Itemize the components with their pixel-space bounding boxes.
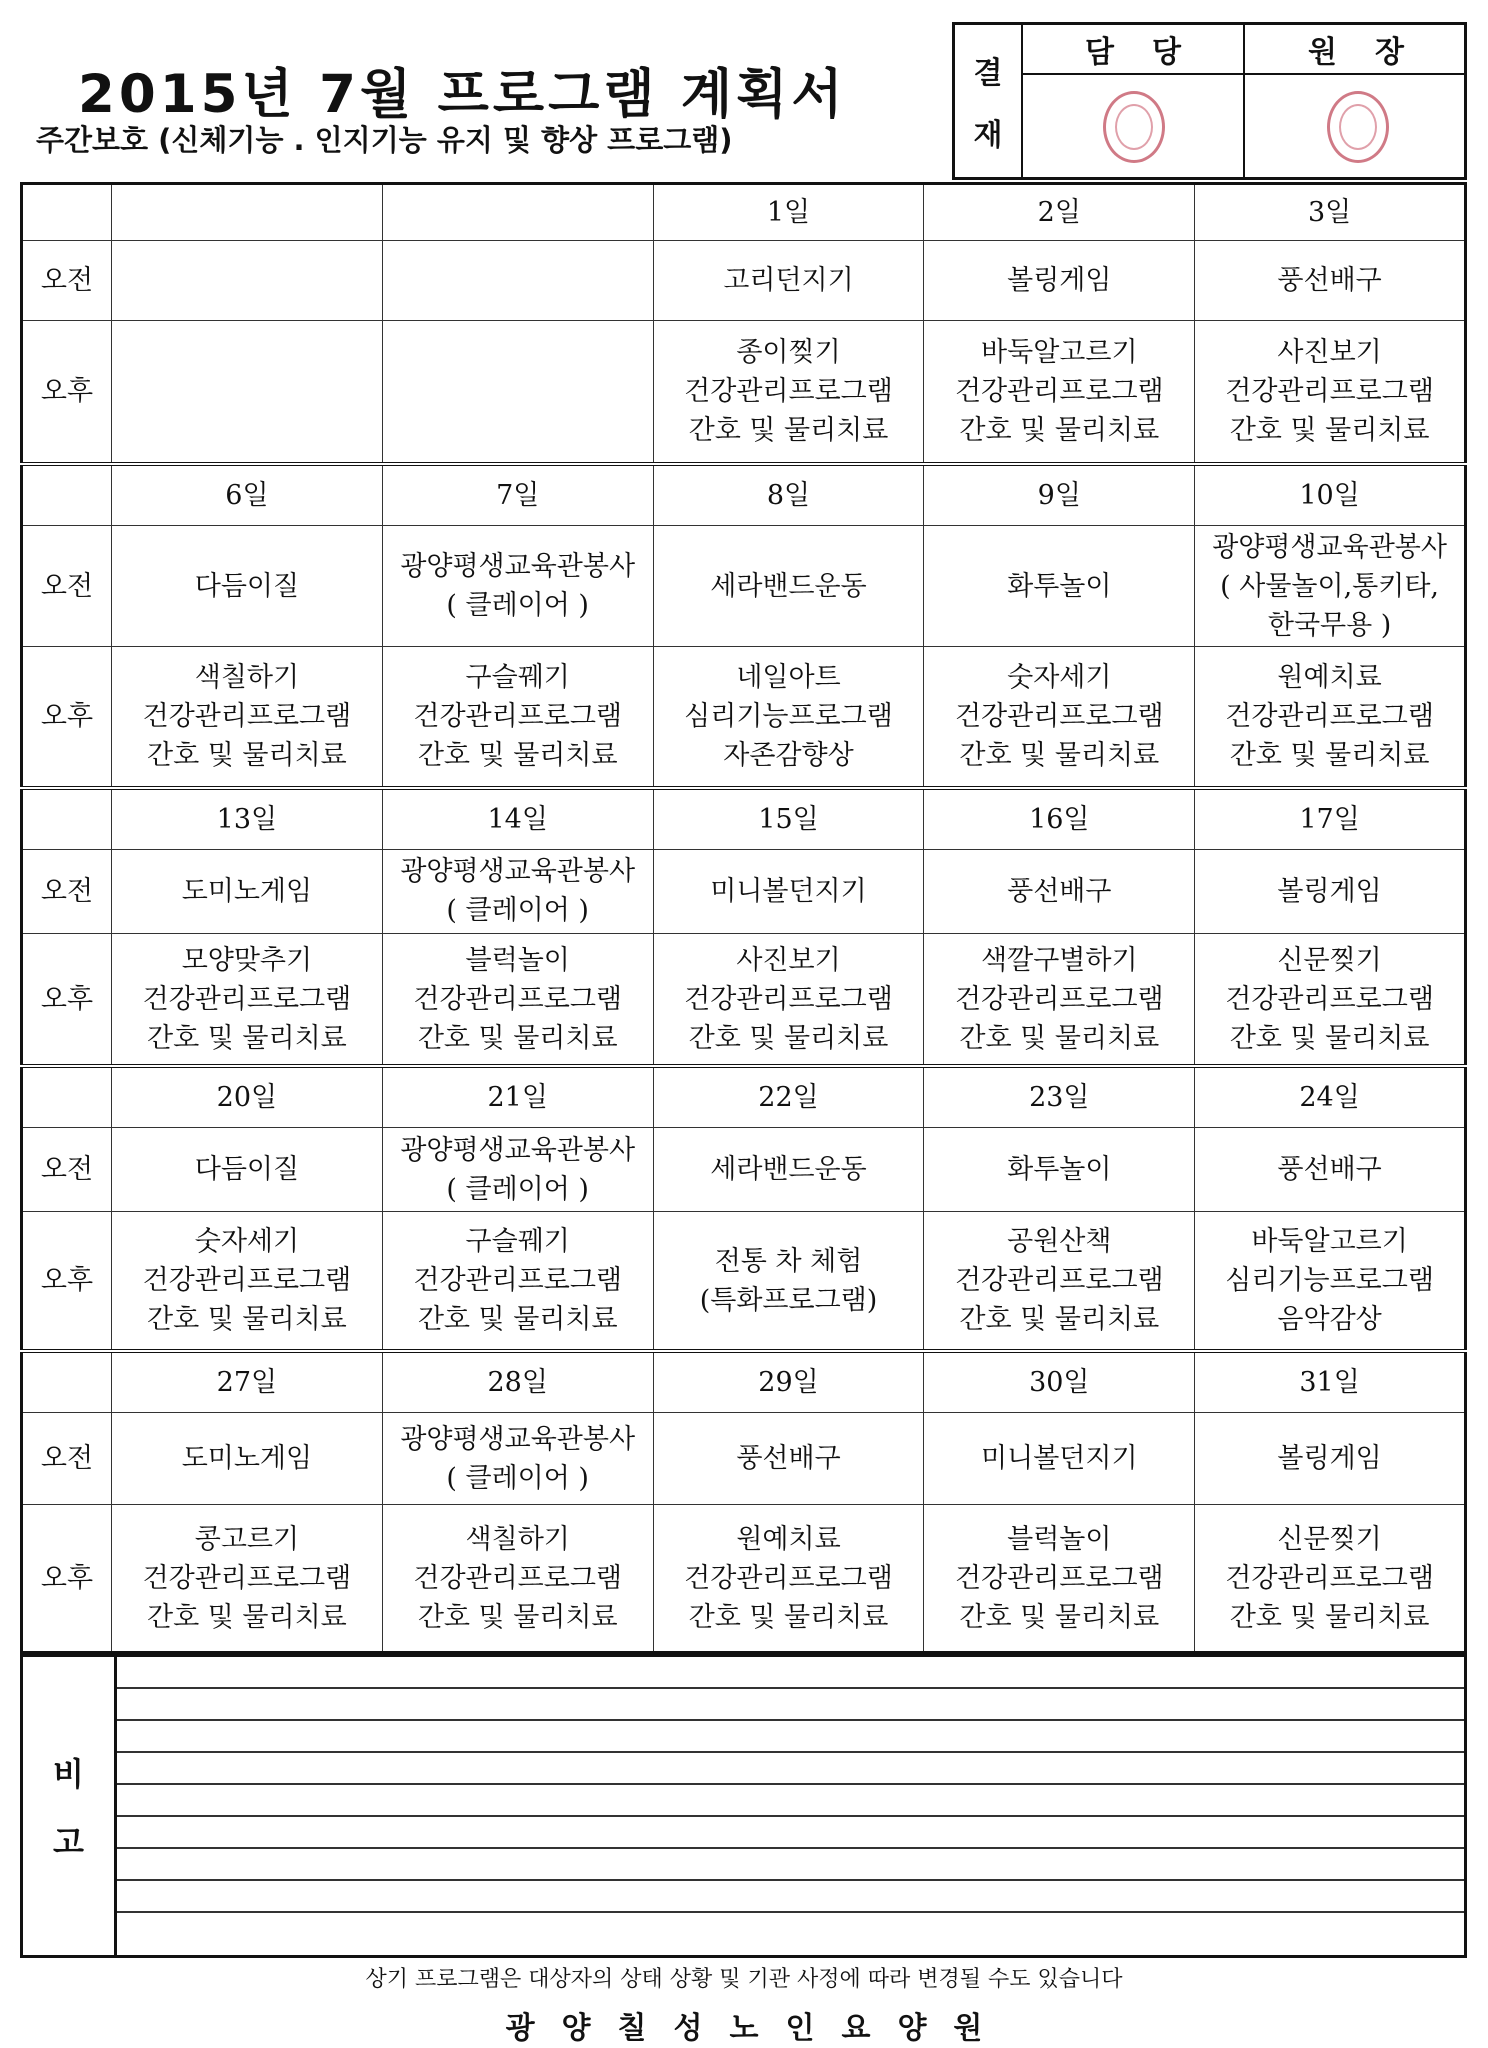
date-cell: 29일: [653, 1351, 924, 1412]
program-cell: [653, 1505, 924, 1653]
program-line: 간호 및 물리치료: [959, 1601, 1160, 1633]
date-cell: 10일: [1195, 464, 1466, 525]
date-cell: [112, 184, 383, 241]
program-cell: [924, 849, 1195, 933]
program-line: 볼링게임: [1007, 265, 1112, 297]
remarks-label-top: 비: [53, 1755, 84, 1793]
program-line: 네일아트: [736, 661, 841, 693]
program-line: 블럭놀이: [465, 944, 570, 976]
program-cell: [382, 646, 653, 787]
date-cell: 24일: [1195, 1066, 1466, 1127]
program-line: ( 클레이어 ): [446, 1173, 589, 1205]
program-line: 풍선배구: [1277, 1154, 1382, 1186]
program-cell: [112, 321, 383, 464]
program-line: 사진보기: [1277, 337, 1382, 369]
program-line: 미니볼던지기: [981, 1443, 1138, 1475]
program-line: 간호 및 물리치료: [417, 1304, 618, 1336]
program-line: 건강관리프로그램: [1225, 700, 1434, 732]
program-line: ( 클레이어 ): [446, 1462, 589, 1494]
program-cell: [1195, 1505, 1466, 1653]
program-cell: [382, 1413, 653, 1505]
morning-label: 오전: [22, 526, 112, 647]
program-cell: [112, 646, 383, 787]
program-line: ( 사물놀이,통키타,: [1220, 570, 1440, 602]
program-line: 간호 및 물리치료: [688, 1601, 889, 1633]
date-cell: 22일: [653, 1066, 924, 1127]
date-cell: 20일: [112, 1066, 383, 1127]
program-cell: [653, 321, 924, 464]
program-line: 화투놀이: [1007, 570, 1112, 602]
program-line: 건강관리프로그램: [142, 1562, 352, 1594]
program-line: 건강관리프로그램: [413, 1265, 623, 1297]
remarks-line: [117, 1911, 1464, 1913]
program-line: 간호 및 물리치료: [1229, 415, 1430, 447]
date-row: [22, 464, 1466, 525]
program-line: 고리던지기: [723, 265, 854, 297]
program-cell: [1195, 241, 1466, 321]
program-line: 간호 및 물리치료: [417, 1022, 618, 1054]
program-line: 건강관리프로그램: [954, 1265, 1164, 1297]
approval-side-bottom: 재: [973, 118, 1003, 153]
program-line: 블럭놀이: [1007, 1523, 1112, 1555]
program-cell: [1195, 849, 1466, 933]
date-row: [22, 1351, 1466, 1412]
program-line: 간호 및 물리치료: [147, 1601, 347, 1633]
program-line: 다듬이질: [194, 1154, 300, 1186]
program-line: 바둑알고르기: [1251, 1226, 1408, 1258]
program-cell: [1195, 1128, 1466, 1212]
date-cell: 31일: [1195, 1351, 1466, 1412]
remarks-label: [23, 1657, 117, 1955]
morning-label: 오전: [22, 849, 112, 933]
director-seal-icon: [1327, 91, 1389, 163]
afternoon-row: [22, 1212, 1466, 1351]
program-line: 전통 차 체험: [714, 1245, 863, 1277]
page-subtitle: 주간보호 (신체기능 . 인지기능 유지 및 향상 프로그램): [36, 123, 733, 157]
program-line: ( 클레이어 ): [446, 590, 589, 622]
program-line: 색깔구별하기: [981, 944, 1138, 976]
program-cell: [1195, 1413, 1466, 1505]
approval-box: [952, 22, 1467, 180]
program-line: 사진보기: [736, 944, 841, 976]
program-line: 간호 및 물리치료: [417, 739, 618, 771]
program-line: 간호 및 물리치료: [959, 1304, 1160, 1336]
program-line: 심리기능프로그램: [1225, 1265, 1434, 1297]
program-line: 건강관리프로그램: [142, 700, 352, 732]
program-line: 음악감상: [1277, 1304, 1382, 1336]
program-line: 간호 및 물리치료: [147, 1304, 347, 1336]
program-cell: [653, 646, 924, 787]
program-line: 색칠하기: [465, 1523, 570, 1555]
program-line: 광양평생교육관봉사: [400, 1134, 636, 1166]
approval-director-header: 원장: [1245, 25, 1467, 75]
program-line: 심리기능프로그램: [684, 700, 893, 732]
date-row: [22, 184, 1466, 241]
program-line: ( 클레이어 ): [446, 895, 589, 927]
afternoon-label: 오후: [22, 321, 112, 464]
morning-label: 오전: [22, 1128, 112, 1212]
morning-row: [22, 849, 1466, 933]
date-cell: 28일: [382, 1351, 653, 1412]
organization-name: 광양칠성노인요양원: [505, 2011, 1010, 2046]
date-cell: 23일: [924, 1066, 1195, 1127]
approval-manager-header: 담당: [1023, 25, 1243, 75]
program-line: 풍선배구: [1007, 875, 1112, 907]
program-line: 콩고르기: [194, 1523, 300, 1555]
program-cell: [653, 241, 924, 321]
program-line: 건강관리프로그램: [1225, 1562, 1434, 1594]
morning-label: 오전: [22, 1413, 112, 1505]
program-line: 간호 및 물리치료: [959, 415, 1160, 447]
program-line: 공원산책: [1007, 1226, 1112, 1258]
afternoon-label: 오후: [22, 933, 112, 1066]
approval-manager-column: [1023, 25, 1245, 177]
morning-row: [22, 241, 1466, 321]
program-cell: [112, 241, 383, 321]
program-line: 도미노게임: [181, 1443, 313, 1475]
afternoon-row: [22, 646, 1466, 787]
remarks-line: [117, 1879, 1464, 1881]
program-line: 간호 및 물리치료: [959, 1022, 1160, 1054]
program-cell: [382, 1128, 653, 1212]
program-cell: [112, 1413, 383, 1505]
program-line: 바둑알고르기: [981, 337, 1138, 369]
morning-row: [22, 526, 1466, 647]
approval-director-column: [1245, 25, 1467, 177]
program-line: 원예치료: [1277, 661, 1382, 693]
program-cell: [382, 1505, 653, 1653]
program-line: 모양맞추기: [181, 944, 313, 976]
afternoon-label: 오후: [22, 1212, 112, 1351]
program-cell: [653, 849, 924, 933]
date-cell: 15일: [653, 788, 924, 849]
program-line: 볼링게임: [1277, 1443, 1382, 1475]
program-cell: [653, 1128, 924, 1212]
page-title: 2015년 7월 프로그램 계획서: [78, 64, 847, 125]
program-line: 볼링게임: [1277, 875, 1382, 907]
program-cell: [653, 1413, 924, 1505]
remarks-line: [117, 1719, 1464, 1721]
program-line: 건강관리프로그램: [954, 700, 1164, 732]
program-line: 미니볼던지기: [710, 875, 867, 907]
program-line: 신문찢기: [1277, 1523, 1382, 1555]
program-cell: [382, 1212, 653, 1351]
date-row-label: [22, 1351, 112, 1412]
program-line: 간호 및 물리치료: [147, 739, 347, 771]
program-line: 세라밴드운동: [710, 1154, 867, 1186]
date-cell: 21일: [382, 1066, 653, 1127]
program-cell: [1195, 321, 1466, 464]
program-cell: [382, 241, 653, 321]
remarks-line: [117, 1783, 1464, 1785]
program-cell: [653, 526, 924, 647]
program-cell: [924, 1505, 1195, 1653]
morning-row: [22, 1413, 1466, 1505]
program-cell: [924, 321, 1195, 464]
program-line: 풍선배구: [1277, 265, 1382, 297]
program-cell: [1195, 933, 1466, 1066]
program-cell: [1195, 526, 1466, 647]
program-cell: [924, 526, 1195, 647]
program-line: 광양평생교육관봉사: [1212, 531, 1447, 563]
date-row-label: [22, 788, 112, 849]
program-cell: [112, 849, 383, 933]
program-line: 숫자세기: [1007, 661, 1112, 693]
date-row: [22, 1066, 1466, 1127]
program-cell: [382, 849, 653, 933]
program-line: 세라밴드운동: [710, 570, 867, 602]
program-cell: [924, 1128, 1195, 1212]
program-line: 숫자세기: [194, 1226, 300, 1258]
program-cell: [112, 1505, 383, 1653]
program-cell: [1195, 1212, 1466, 1351]
program-line: 건강관리프로그램: [413, 1562, 623, 1594]
program-cell: [112, 526, 383, 647]
afternoon-row: [22, 933, 1466, 1066]
date-cell: 9일: [924, 464, 1195, 525]
program-line: 간호 및 물리치료: [1229, 1022, 1430, 1054]
program-line: 간호 및 물리치료: [147, 1022, 347, 1054]
program-line: 도미노게임: [181, 875, 313, 907]
program-line: 건강관리프로그램: [954, 1562, 1164, 1594]
program-cell: [1195, 646, 1466, 787]
program-cell: [924, 1212, 1195, 1351]
morning-label: 오전: [22, 241, 112, 321]
program-line: 건강관리프로그램: [684, 1562, 893, 1594]
program-line: 건강관리프로그램: [1225, 376, 1434, 408]
date-cell: 27일: [112, 1351, 383, 1412]
program-line: 건강관리프로그램: [684, 983, 893, 1015]
program-line: 건강관리프로그램: [142, 983, 352, 1015]
date-cell: 16일: [924, 788, 1195, 849]
program-cell: [112, 1212, 383, 1351]
program-line: 한국무용 ): [1267, 609, 1392, 641]
date-cell: 14일: [382, 788, 653, 849]
program-line: 광양평생교육관봉사: [400, 551, 636, 583]
date-cell: 8일: [653, 464, 924, 525]
program-line: 간호 및 물리치료: [1229, 1601, 1430, 1633]
date-cell: 17일: [1195, 788, 1466, 849]
remarks-label-bottom: 고: [53, 1823, 84, 1861]
program-cell: [382, 321, 653, 464]
date-cell: 7일: [382, 464, 653, 525]
date-cell: 3일: [1195, 184, 1466, 241]
program-line: 건강관리프로그램: [954, 983, 1164, 1015]
program-line: 간호 및 물리치료: [1229, 739, 1430, 771]
approval-side-label: [955, 25, 1023, 177]
program-cell: [382, 526, 653, 647]
program-line: 건강관리프로그램: [684, 376, 893, 408]
remarks-line: [117, 1847, 1464, 1849]
program-line: (특화프로그램): [699, 1284, 878, 1316]
program-line: 간호 및 물리치료: [688, 415, 889, 447]
program-line: 색칠하기: [194, 661, 300, 693]
program-cell: [924, 1413, 1195, 1505]
afternoon-label: 오후: [22, 1505, 112, 1653]
date-row-label: [22, 464, 112, 525]
manager-seal-icon: [1103, 91, 1165, 163]
program-line: 건강관리프로그램: [413, 700, 623, 732]
program-line: 구슬꿰기: [465, 1226, 570, 1258]
program-line: 구슬꿰기: [465, 661, 570, 693]
program-line: 종이찢기: [736, 337, 841, 369]
remarks-line: [117, 1687, 1464, 1689]
program-line: 화투놀이: [1007, 1154, 1112, 1186]
date-cell: 13일: [112, 788, 383, 849]
remarks-section: [20, 1654, 1467, 1958]
program-line: 원예치료: [736, 1523, 841, 1555]
date-cell: 2일: [924, 184, 1195, 241]
date-cell: 6일: [112, 464, 383, 525]
program-line: 간호 및 물리치료: [417, 1601, 618, 1633]
program-line: 건강관리프로그램: [142, 1265, 352, 1297]
program-cell: [653, 1212, 924, 1351]
afternoon-row: [22, 321, 1466, 464]
afternoon-label: 오후: [22, 646, 112, 787]
program-line: 다듬이질: [194, 570, 300, 602]
remarks-line: [117, 1751, 1464, 1753]
program-line: 광양평생교육관봉사: [400, 1423, 636, 1455]
approval-side-top: 결: [973, 56, 1003, 91]
program-line: 건강관리프로그램: [954, 376, 1164, 408]
schedule-table: [20, 182, 1467, 1654]
remarks-line: [117, 1815, 1464, 1817]
program-line: 광양평생교육관봉사: [400, 856, 636, 888]
program-line: 자존감향상: [723, 739, 854, 771]
date-cell: [382, 184, 653, 241]
program-line: 건강관리프로그램: [413, 983, 623, 1015]
program-cell: [112, 933, 383, 1066]
program-cell: [112, 1128, 383, 1212]
date-cell: 1일: [653, 184, 924, 241]
program-line: 신문찢기: [1277, 944, 1382, 976]
date-row: [22, 788, 1466, 849]
morning-row: [22, 1128, 1466, 1212]
date-row-label: [22, 1066, 112, 1127]
footer-note: 상기 프로그램은 대상자의 상태 상황 및 기관 사정에 따라 변경될 수도 있습니다: [365, 1967, 1123, 1992]
program-cell: [924, 933, 1195, 1066]
date-row-label: [22, 184, 112, 241]
program-cell: [924, 241, 1195, 321]
date-cell: 30일: [924, 1351, 1195, 1412]
afternoon-row: [22, 1505, 1466, 1653]
program-cell: [382, 933, 653, 1066]
program-cell: [924, 646, 1195, 787]
program-line: 건강관리프로그램: [1225, 983, 1434, 1015]
program-line: 간호 및 물리치료: [959, 739, 1160, 771]
program-line: 풍선배구: [736, 1443, 841, 1475]
program-line: 간호 및 물리치료: [688, 1022, 889, 1054]
program-cell: [653, 933, 924, 1066]
